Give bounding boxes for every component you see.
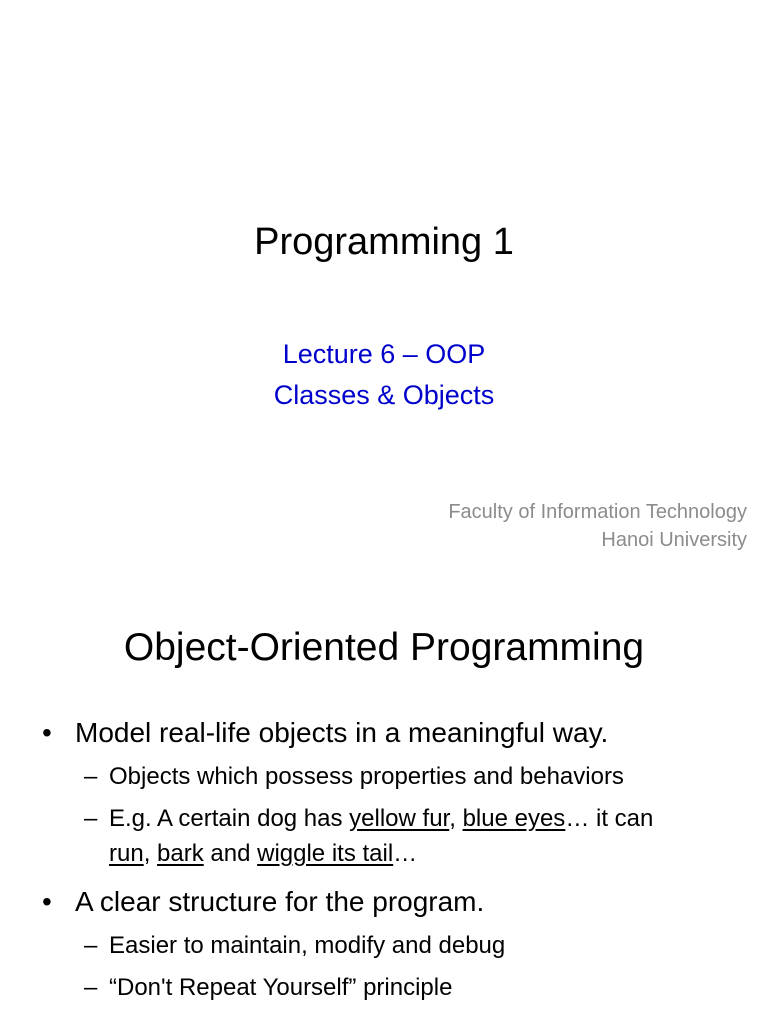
university-name: Hanoi University <box>601 529 747 551</box>
content-slide <box>0 576 768 1024</box>
bullet-text: Model real-life objects in a meaningful way. <box>75 717 609 748</box>
bullet-list <box>42 714 742 1005</box>
subtitle-line-1: Lecture 6 – OOP <box>282 339 486 369</box>
dash-icon: – <box>84 974 98 1001</box>
text-span: and <box>203 840 258 867</box>
sub-bullet-item <box>42 759 742 794</box>
faculty-name: Faculty of Information Technology <box>448 501 747 523</box>
text-span: E.g. A certain dog has <box>109 805 350 832</box>
underlined-term: wiggle its tail <box>257 840 394 867</box>
underlined-term: yellow fur <box>349 805 450 832</box>
sub-bullet-text <box>109 805 653 867</box>
sub-bullet-text: “Don't Repeat Yourself” principle <box>109 974 453 1001</box>
content-title: Object-Oriented Programming <box>123 626 645 669</box>
text-span: , <box>143 840 158 867</box>
sub-bullet-item <box>42 970 742 1005</box>
slide-title: Programming 1 <box>254 221 514 263</box>
underlined-term: blue eyes <box>462 805 566 832</box>
dash-icon: – <box>84 805 98 832</box>
bullet-dot-icon: • <box>42 717 52 748</box>
subtitle-line-2: Classes & Objects <box>273 380 495 410</box>
affiliation <box>448 498 747 554</box>
bullet-item <box>42 883 742 921</box>
sub-bullet-text: Easier to maintain, modify and debug <box>109 932 506 959</box>
underlined-term: bark <box>157 840 204 867</box>
underlined-term: run <box>109 840 144 867</box>
dash-icon: – <box>84 763 98 790</box>
bullet-item <box>42 714 742 752</box>
sub-bullet-text: Objects which possess properties and behaviors <box>109 763 624 790</box>
bullet-text: A clear structure for the program. <box>75 886 485 917</box>
sub-bullet-item <box>42 928 742 963</box>
text-span: … <box>393 840 418 867</box>
text-span: … it can <box>565 805 654 832</box>
dash-icon: – <box>84 932 98 959</box>
text-span: , <box>449 805 463 832</box>
sub-bullet-item <box>42 801 742 871</box>
slide-subtitle <box>0 334 768 416</box>
bullet-dot-icon: • <box>42 886 52 917</box>
